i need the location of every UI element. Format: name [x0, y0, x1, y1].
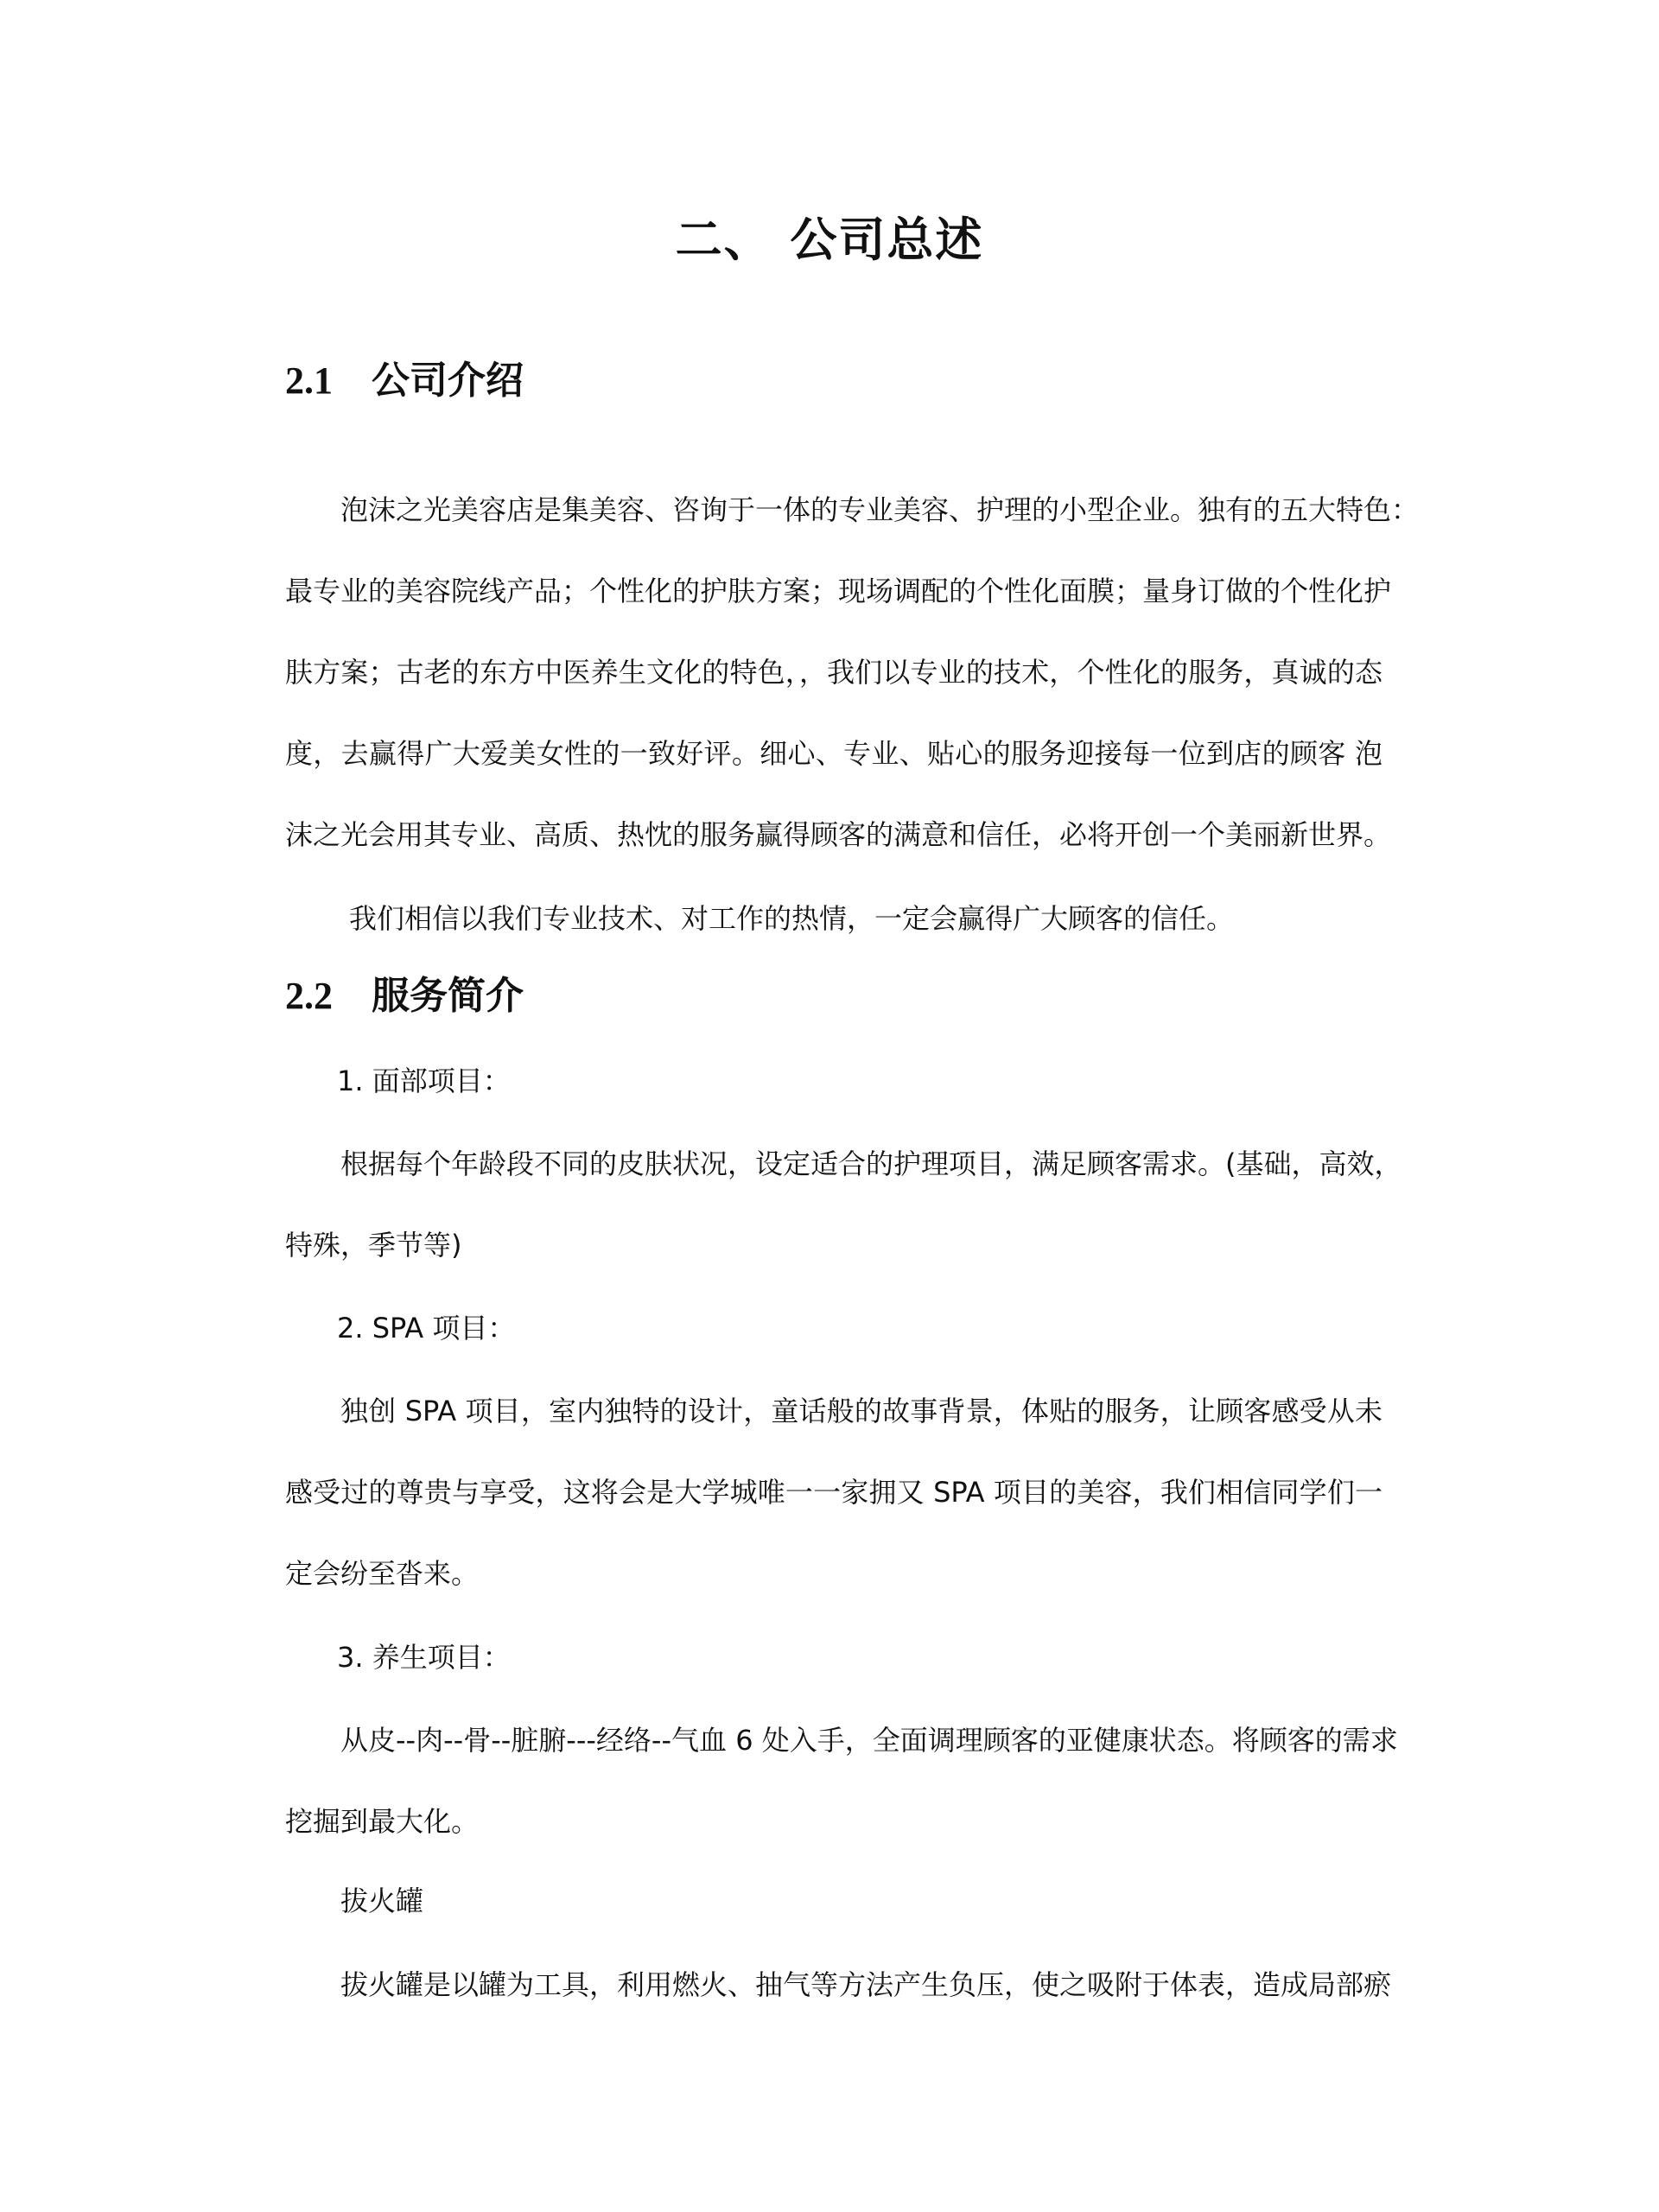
company-intro-closing: 我们相信以我们专业技术、对工作的热情，一定会赢得广大顾客的信任。: [349, 902, 1235, 935]
service-item-wellness-description: [285, 1700, 1398, 1862]
company-intro-paragraph: [285, 469, 1420, 875]
section-number: 2.2: [285, 975, 333, 1017]
paragraph-line: 最专业的美容院线产品；个性化的护肤方案；现场调配的个性化面膜；量身订做的个性化护: [285, 575, 1392, 607]
cupping-description: [285, 1944, 1392, 2025]
paragraph-line: 感受过的尊贵与享受，这将会是大学城唯一一家拥又 SPA 项目的美容，我们相信同学们一: [285, 1476, 1382, 1509]
cupping-subheading: 拔火罐: [340, 1885, 424, 1917]
paragraph-line: 独创 SPA 项目，室内独特的设计，童话般的故事背景，体贴的服务，让顾客感受从未: [340, 1395, 1382, 1427]
paragraph-line: 定会纷至沓来。: [285, 1557, 480, 1590]
section-heading-company-intro: [285, 355, 524, 407]
chapter-title: 二、 公司总述: [675, 213, 984, 267]
paragraph-line: 特殊，季节等): [285, 1229, 462, 1262]
paragraph-line: 拔火罐是以罐为工具，利用燃火、抽气等方法产生负压，使之吸附于体表，造成局部瘀: [340, 1968, 1392, 2001]
section-title: 服务简介: [372, 974, 524, 1018]
service-item-wellness-label: 3. 养生项目：: [337, 1641, 511, 1674]
paragraph-line: 根据每个年龄段不同的皮肤状况，设定适合的护理项目，满足顾客需求。(基础，高效，: [340, 1147, 1402, 1180]
paragraph-line: 沫之光会用其专业、高质、热忱的服务赢得顾客的满意和信任，必将开创一个美丽新世界。: [285, 818, 1392, 851]
service-item-facial-label: 1. 面部项目：: [337, 1065, 511, 1097]
section-number: 2.1: [285, 359, 333, 402]
paragraph-line: 从皮--肉--骨--脏腑---经络--气血 6 处入手，全面调理顾客的亚健康状态。将顾客的需求: [340, 1724, 1398, 1757]
paragraph-line: 肤方案；古老的东方中医养生文化的特色，，我们以专业的技术，个性化的服务，真诚的态: [285, 656, 1382, 689]
section-title: 公司介绍: [372, 359, 524, 403]
paragraph-line: 度，去赢得广大爱美女性的一致好评。细心、专业、贴心的服务迎接每一位到店的顾客 泡: [285, 737, 1382, 770]
section-heading-service-intro: [285, 970, 524, 1022]
paragraph-line: 泡沫之光美容店是集美容、咨询于一体的专业美容、护理的小型企业。独有的五大特色：: [340, 493, 1420, 526]
service-item-spa-description: [285, 1370, 1382, 1614]
service-item-spa-label: 2. SPA 项目：: [337, 1312, 516, 1344]
paragraph-line: 挖掘到最大化。: [285, 1805, 480, 1838]
service-item-facial-description: [285, 1123, 1402, 1286]
